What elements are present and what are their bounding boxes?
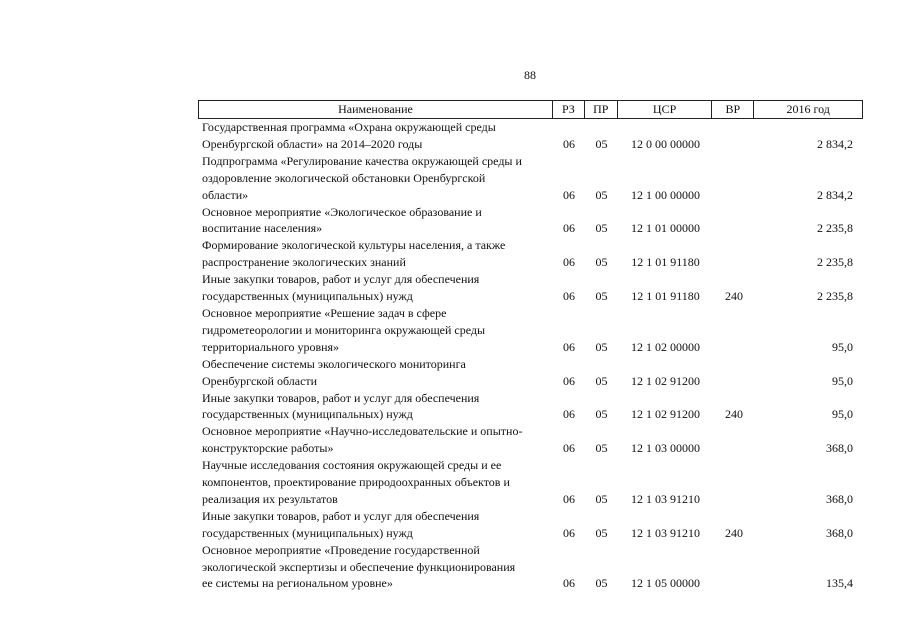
row-pr: 05 [595,441,608,456]
row-sum: 368,0 [826,525,853,540]
row-csr: 12 1 00 00000 [631,187,700,202]
row-name-line: Формирование экологической культуры населения, а также [202,238,506,253]
row-pr: 05 [595,576,608,591]
table-row [198,204,863,238]
page-number: 88 [524,68,536,82]
row-vr: 240 [725,289,743,304]
row-csr: 12 0 00 00000 [631,136,700,151]
row-name-line: Основное мероприятие «Научно-исследовательские и опытно- [202,424,523,439]
row-csr: 12 1 02 91200 [631,407,700,422]
row-name [198,542,553,593]
row-csr: 12 1 03 91210 [631,491,700,506]
row-sum: 135,4 [826,576,853,591]
header-vr: ВР [712,101,754,118]
row-pr: 05 [595,525,608,540]
table-body [198,119,863,592]
row-name-line: Основное мероприятие «Проведение государственной [202,542,480,557]
table-row [198,153,863,204]
row-name-line: области» [202,187,249,202]
row-name-line: оздоровление экологической обстановки Оренбургской [202,170,486,185]
row-name [198,457,553,508]
header-csr: ЦСР [618,101,713,118]
row-rz: 06 [563,407,575,422]
row-sum: 95,0 [832,373,853,388]
row-pr: 05 [595,136,608,151]
row-pr: 05 [595,491,608,506]
row-name-line: государственных (муниципальных) нужд [202,407,413,422]
row-name-line: Основное мероприятие «Решение задач в сфере [202,305,447,320]
table-header [198,100,863,119]
row-name-line: Иные закупки товаров, работ и услуг для обеспечения [202,508,480,523]
row-name-line: государственных (муниципальных) нужд [202,289,413,304]
row-name-line: территориального уровня» [202,339,340,354]
row-pr: 05 [595,255,608,270]
row-name [198,119,553,153]
row-rz: 06 [563,339,575,354]
row-pr: 05 [595,289,608,304]
row-name-line: государственных (муниципальных) нужд [202,525,413,540]
row-sum: 2 235,8 [817,255,853,270]
row-name [198,204,553,238]
table-row [198,457,863,508]
header-sum: 2016 год [786,102,830,116]
row-csr: 12 1 03 00000 [631,441,700,456]
row-name [198,508,553,542]
row-name-line: реализация их результатов [202,491,338,506]
row-name [198,423,553,457]
table-row [198,237,863,271]
row-csr: 12 1 03 91210 [631,525,700,540]
row-name-line: Оренбургской области» на 2014–2020 годы [202,136,423,151]
row-name-line: гидрометеорологии и мониторинга окружающей среды [202,322,486,337]
row-name-line: Государственная программа «Охрана окружающей среды [202,120,496,134]
header-name: Наименование [199,101,553,118]
header-pr: ПР [585,101,618,118]
row-sum: 368,0 [826,441,853,456]
row-sum: 2 235,8 [817,289,853,304]
row-sum: 95,0 [832,339,853,354]
row-rz: 06 [563,221,575,236]
row-sum: 2 834,2 [817,136,853,151]
row-name [198,271,553,305]
row-csr: 12 1 05 00000 [631,576,700,591]
row-rz: 06 [563,187,575,202]
table-row [198,542,863,593]
budget-table [198,100,863,592]
header-rz: РЗ [553,101,585,118]
row-name [198,153,553,204]
row-name-line: ее системы на региональном уровне» [202,576,393,591]
row-rz: 06 [563,441,575,456]
row-name-line: Научные исследования состояния окружающей среды и ее [202,458,502,473]
row-csr: 12 1 01 00000 [631,221,700,236]
row-name [198,237,553,271]
table-row [198,390,863,424]
row-rz: 06 [563,136,575,151]
row-name-line: Оренбургской области [202,373,318,388]
row-pr: 05 [595,187,608,202]
row-csr: 12 1 01 91180 [631,255,700,270]
row-rz: 06 [563,576,575,591]
row-name-line: воспитание населения» [202,221,323,236]
row-rz: 06 [563,373,575,388]
row-pr: 05 [595,339,608,354]
row-name [198,356,553,390]
row-rz: 06 [563,491,575,506]
row-rz: 06 [563,289,575,304]
table-row [198,271,863,305]
row-vr: 240 [725,525,743,540]
row-name-line: распространение экологических знаний [202,255,406,270]
row-sum: 2 235,8 [817,221,853,236]
row-name-line: конструкторские работы» [202,441,334,456]
table-row [198,508,863,542]
row-name [198,390,553,424]
row-name-line: экологической экспертизы и обеспечение функционирования [202,559,516,574]
row-name-line: Подпрограмма «Регулирование качества окружающей среды и [202,153,522,168]
row-csr: 12 1 02 91200 [631,373,700,388]
table-row [198,119,863,153]
row-name-line: компонентов, проектирование природоохранных объектов и [202,475,510,490]
table-row [198,423,863,457]
row-name-line: Обеспечение системы экологического мониторинга [202,356,466,371]
row-rz: 06 [563,525,575,540]
row-pr: 05 [595,407,608,422]
row-name-line: Иные закупки товаров, работ и услуг для обеспечения [202,272,480,287]
row-rz: 06 [563,255,575,270]
row-csr: 12 1 01 91180 [631,289,700,304]
row-name [198,305,553,356]
row-name-line: Основное мероприятие «Экологическое образование и [202,204,482,219]
table-row [198,356,863,390]
row-sum: 95,0 [832,407,853,422]
row-vr: 240 [725,407,743,422]
row-name-line: Иные закупки товаров, работ и услуг для обеспечения [202,390,480,405]
row-pr: 05 [595,373,608,388]
row-sum: 368,0 [826,491,853,506]
row-csr: 12 1 02 00000 [631,339,700,354]
row-pr: 05 [595,221,608,236]
row-sum: 2 834,2 [817,187,853,202]
table-row [198,305,863,356]
